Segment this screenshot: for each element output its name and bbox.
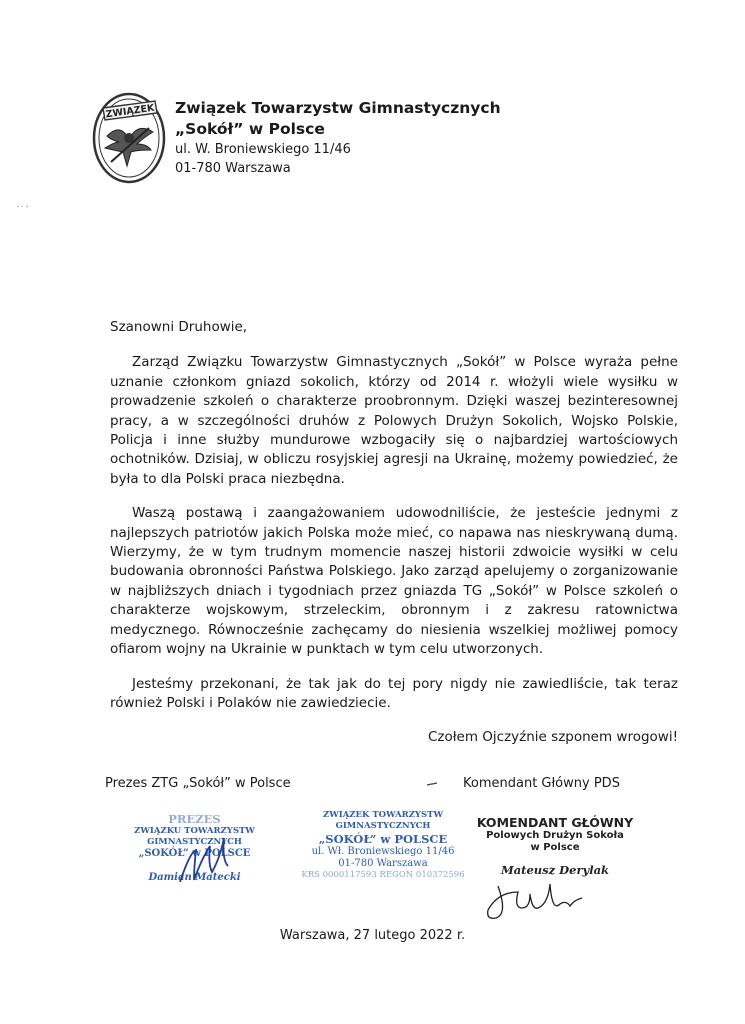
organization-name-line2: „Sokół” w Polsce (175, 120, 325, 138)
paragraph-2: Waszą postawą i zaangażowaniem udowodniliście, że jesteście jednymi z najlepszych patriotów jakich Polska może mieć, co napawa nas nieskrywaną dumą. Wierzymy, że w tym trudnym momencie naszej historii zdwoicie wysiłki w celu budowania obronności Państwa Polskiego. Jako zarząd apelujemy o zorganizowanie w najbliższych dniach i tygodniach przez gniazda TG „Sokół” w Polsce szkoleń o charakterze wojskowym, strzeleckim, obronnym i z zakresu ratownictwa medycznego. Równocześnie zachęcamy do niesienia wszelkiej możliwej pomocy ofiarom wojny na Ukrainie w punktach w tym celu utworzonych. (110, 505, 678, 658)
organization-street: ul. W. Broniewskiego 11/46 (175, 142, 351, 157)
president-signature (172, 832, 242, 888)
president-stamp: PREZES ZWIĄZKU TOWARZYSTW GIMNASTYCZNYCH „SOKÓŁ” w POLSCE Damian Matecki (134, 812, 255, 883)
salutation: Szanowni Druhowie, (110, 319, 248, 335)
organization-name: Związek Towarzystw Gimnastycznych (175, 99, 501, 117)
president-label: Prezes ZTG „Sokół” w Polsce (105, 776, 291, 791)
organization-stamp: ZWIĄZEK TOWARZYSTW GIMNASTYCZNYCH „SOKÓŁ” w POLSCE ul. Wł. Broniewskiego 11/46 01-780 Warszawa KRS 0000117593 REGON 010372596 (301, 810, 465, 880)
organization-city: 01-780 Warszawa (175, 161, 291, 176)
svg-text:ZWIĄZEK: ZWIĄZEK (105, 102, 156, 121)
commander-stamp: KOMENDANT GŁÓWNY Polowych Drużyn Sokoła w Polsce Mateusz Derylak (476, 815, 634, 877)
paragraph-1: Zarząd Związku Towarzystw Gimnastycznych „Sokół” w Polsce wyraża pełne uznanie członkom gniazd sokolich, którzy od 2014 r. włożyli wiele wysiłku w prowadzenie szkoleń o charakterze proobronnym. Dzięki waszej bezinteresownej pracy, a w szczególności druhów z Polowych Drużyn Sokolich, Wojsko Polskie, Policja i inne służby mundurowe wzbogaciły się o najbardziej wartościowych ochotników. Dzisiaj, w obliczu rosyjskiej agresji na Ukrainę, możemy powiedzieć, że była to dla Polski praca niezbędna. (110, 354, 678, 487)
commander-signature (478, 874, 608, 924)
dash-mark (425, 781, 439, 787)
commander-label: Komendant Główny PDS (463, 776, 620, 791)
scan-speck (16, 205, 30, 208)
sokol-emblem-logo (91, 92, 167, 184)
letter-body (110, 318, 678, 748)
paragraph-3: Jesteśmy przekonani, że tak jak do tej pory nigdy nie zawiedliście, tak teraz również Polski i Polaków nie zawiedziecie. (110, 675, 678, 711)
closing-motto: Czołem Ojczyźnie szponem wrogowi! (427, 729, 678, 746)
place-and-date: Warszawa, 27 lutego 2022 r. (279, 928, 466, 943)
